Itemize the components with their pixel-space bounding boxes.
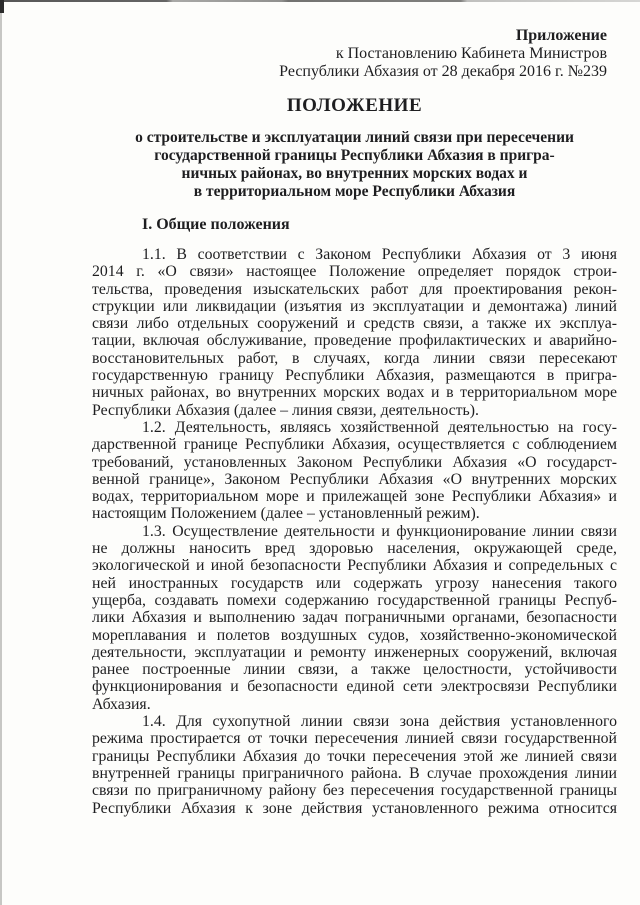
- paragraph-line: мореплавания и полетов воздушных судов, хозяйственно-экономической: [92, 626, 617, 644]
- paragraph-line: связи по приграничному району без пересечения государственной границы: [92, 782, 617, 800]
- paragraph-line: восстановительных работ, в случаях, когда линии связи пересекают: [92, 349, 617, 367]
- paragraph-line: границы Республики Абхазия до точки пересечения этой же линией связи: [92, 747, 617, 765]
- paragraph-line: внутренней границы приграничного района. В случае прохождения линии: [92, 764, 617, 782]
- paragraph-line: венной границе», Законом Республики Абхазия «О внутренних морских: [92, 470, 617, 488]
- subtitle-line: в территориальном море Республики Абхазия: [193, 183, 516, 200]
- paragraph-line: государственную границу Республики Абхазия, размещаются в пригра-: [92, 367, 617, 385]
- document-body: [92, 246, 617, 817]
- document-content: [92, 27, 617, 817]
- annex-block: [92, 27, 617, 81]
- paragraph-line: тельства, проведения изыскательских работ для проектирования рекон-: [92, 280, 617, 298]
- paragraph-1-2: [92, 419, 617, 523]
- paragraph-line: настоящим Положением (далее – установленный режим).: [92, 505, 480, 523]
- subtitle-line: о строительстве и эксплуатации линий связи при пересечении: [135, 129, 574, 146]
- paragraph-line: струкции или ликвидации (изъятия из эксплуатации и демонтажа) линий: [92, 297, 617, 315]
- paragraph-line: 1.1. В соответствии с Законом Республики Абхазия от 3 июня: [142, 246, 617, 263]
- section-heading: I. Общие положения: [142, 216, 290, 233]
- paragraph-line: 2014 г. «О связи» настоящее Положение определяет порядок строи-: [92, 263, 617, 281]
- annex-date-number: Республики Абхазия от 28 декабря 2016 г. №239: [279, 63, 607, 80]
- document-subtitle: [92, 129, 617, 201]
- paragraph-1-4: [92, 713, 617, 817]
- paragraph-line: 1.4. Для сухопутной линии связи зона действия установленного: [142, 713, 617, 731]
- scan-artifact-corner-mark: [0, 0, 4, 13]
- scan-artifact-top-edge: [0, 0, 640, 2]
- paragraph-line: ничных районах, во внутренних морских водах и в территориальном море: [92, 384, 617, 402]
- paragraph-line: дарственной границе Республики Абхазия, осуществляется с соблюдением: [92, 436, 617, 454]
- paragraph-line: ущерба, создавать помехи содержанию государственной границы Респуб-: [92, 591, 617, 609]
- paragraph-line: Абхазия.: [92, 695, 151, 713]
- annex-title: Приложение: [515, 27, 607, 44]
- paragraph-line: ранее построенные линии связи, а также целостности, устойчивости: [92, 661, 617, 679]
- paragraph-line: Республики Абхазия к зоне действия установленного режима относится: [92, 799, 617, 817]
- paragraph-line: режима простирается от точки пересечения линией связи государственной: [92, 730, 617, 748]
- paragraph-line: экологической и иной безопасности Республики Абхазия и сопредельных с: [92, 557, 617, 575]
- paragraph-line: функционирования и безопасности единой сети электросвязи Республики: [92, 678, 617, 696]
- paragraph-line: тации, включая обслуживание, проведение профилактических и аварийно-: [92, 332, 617, 350]
- paragraph-line: 1.2. Деятельность, являясь хозяйственной деятельностью на госу-: [142, 418, 617, 436]
- paragraph-line: не должны наносить вред здоровью населения, окружающей среде,: [92, 540, 617, 558]
- paragraph-line: Республики Абхазия (далее – линия связи, деятельность).: [92, 401, 479, 419]
- paragraph-1-1: [92, 246, 617, 419]
- scan-artifact-left-edge: [0, 0, 2, 905]
- paragraph-1-3: [92, 523, 617, 713]
- document-title: ПОЛОЖЕНИЕ: [286, 95, 423, 116]
- paragraph-line: лики Абхазия и выполнению задач пограничными органами, безопасности: [92, 609, 617, 627]
- paragraph-line: ней иностранных государств или содержать угрозу нанесения такого: [92, 574, 617, 592]
- paragraph-line: водах, территориальном море и прилежащей зоне Республики Абхазия» и: [92, 488, 617, 506]
- subtitle-line: государственной границы Республики Абхазия в пригра-: [154, 147, 555, 164]
- paragraph-line: требований, установленных Законом Республики Абхазия «О государст-: [92, 453, 617, 471]
- paragraph-line: деятельности, эксплуатации и ремонту инженерных сооружений, включая: [92, 643, 617, 661]
- subtitle-line: ничных районах, во внутренних морских водах и: [181, 165, 528, 182]
- paragraph-line: связи либо отдельных сооружений и средств связи, а также их эксплуа-: [92, 315, 617, 333]
- annex-reference: к Постановлению Кабинета Министров: [335, 45, 607, 62]
- paragraph-line: 1.3. Осуществление деятельности и функционирование линии связи: [142, 522, 617, 540]
